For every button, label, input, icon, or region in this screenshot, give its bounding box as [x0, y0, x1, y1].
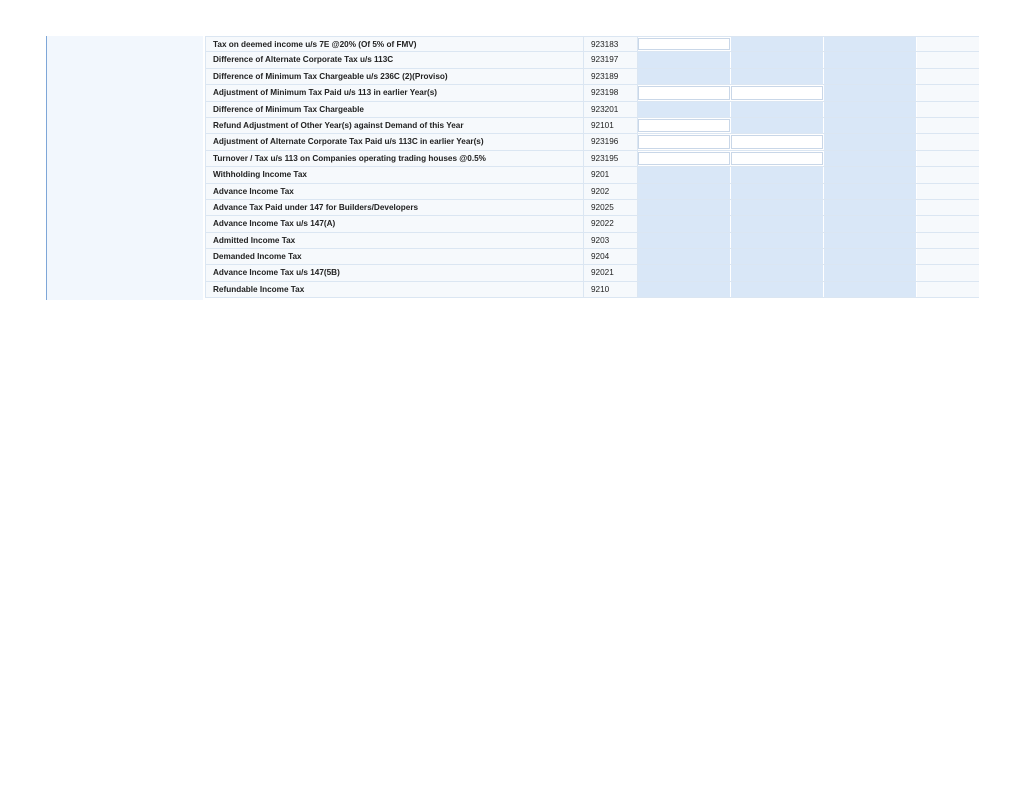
table-row — [205, 233, 979, 249]
amount-readonly-cell — [638, 282, 731, 297]
amount-readonly-cell — [731, 249, 824, 264]
amount-readonly-cell — [638, 167, 731, 182]
table-row — [205, 249, 979, 265]
row-spacer — [917, 167, 979, 182]
table-row — [205, 200, 979, 216]
row-spacer — [917, 282, 979, 297]
amount-input[interactable] — [731, 152, 823, 165]
row-label: Adjustment of Alternate Corporate Tax Paid u/s 113C in earlier Year(s) — [205, 134, 584, 149]
amount-readonly-cell — [638, 216, 731, 231]
row-spacer — [917, 200, 979, 215]
row-code: 923183 — [584, 37, 638, 51]
amount-readonly-cell — [824, 118, 917, 133]
row-spacer — [917, 118, 979, 133]
row-label: Difference of Minimum Tax Chargeable u/s 236C (2)(Proviso) — [205, 69, 584, 84]
amount-readonly-cell — [731, 216, 824, 231]
amount-readonly-cell — [824, 167, 917, 182]
table-row — [205, 282, 979, 298]
amount-readonly-cell — [731, 118, 824, 133]
amount-readonly-cell — [731, 184, 824, 199]
amount-readonly-cell — [638, 233, 731, 248]
table-row — [205, 118, 979, 134]
row-label: Adjustment of Minimum Tax Paid u/s 113 in earlier Year(s) — [205, 85, 584, 100]
row-spacer — [917, 249, 979, 264]
row-label: Tax on deemed income u/s 7E @20% (Of 5% of FMV) — [205, 37, 584, 51]
amount-input[interactable] — [638, 119, 730, 132]
amount-readonly-cell — [731, 102, 824, 117]
row-code: 923201 — [584, 102, 638, 117]
row-spacer — [917, 102, 979, 117]
table-row — [205, 265, 979, 281]
amount-readonly-cell — [638, 102, 731, 117]
row-spacer — [917, 37, 979, 51]
row-code: 92101 — [584, 118, 638, 133]
amount-readonly-cell — [731, 52, 824, 67]
row-spacer — [917, 52, 979, 67]
amount-readonly-cell — [824, 184, 917, 199]
row-code: 923198 — [584, 85, 638, 100]
row-code: 92021 — [584, 265, 638, 280]
amount-readonly-cell — [824, 151, 917, 166]
amount-readonly-cell — [824, 52, 917, 67]
amount-readonly-cell — [824, 282, 917, 297]
row-spacer — [917, 85, 979, 100]
amount-readonly-cell — [731, 37, 824, 51]
table-row — [205, 216, 979, 232]
amount-readonly-cell — [638, 184, 731, 199]
row-label: Advance Income Tax u/s 147(A) — [205, 216, 584, 231]
row-spacer — [917, 69, 979, 84]
row-code: 9210 — [584, 282, 638, 297]
row-label: Withholding Income Tax — [205, 167, 584, 182]
table-row — [205, 184, 979, 200]
amount-input[interactable] — [731, 135, 823, 148]
amount-input[interactable] — [731, 86, 823, 99]
table-row — [205, 167, 979, 183]
amount-readonly-cell — [731, 167, 824, 182]
table-row — [205, 52, 979, 68]
amount-readonly-cell — [731, 233, 824, 248]
row-label: Advance Tax Paid under 147 for Builders/Developers — [205, 200, 584, 215]
row-spacer — [917, 216, 979, 231]
amount-readonly-cell — [824, 102, 917, 117]
amount-input[interactable] — [638, 86, 730, 99]
amount-readonly-cell — [824, 249, 917, 264]
amount-readonly-cell — [638, 265, 731, 280]
row-label: Turnover / Tax u/s 113 on Companies operating trading houses @0.5% — [205, 151, 584, 166]
amount-readonly-cell — [731, 282, 824, 297]
row-code: 92022 — [584, 216, 638, 231]
table-row — [205, 36, 979, 52]
row-code: 923196 — [584, 134, 638, 149]
amount-readonly-cell — [638, 249, 731, 264]
row-code: 92025 — [584, 200, 638, 215]
row-code: 9202 — [584, 184, 638, 199]
tax-table — [205, 36, 979, 298]
table-row — [205, 69, 979, 85]
amount-readonly-cell — [824, 233, 917, 248]
row-spacer — [917, 184, 979, 199]
amount-readonly-cell — [824, 134, 917, 149]
row-label: Demanded Income Tax — [205, 249, 584, 264]
row-code: 923197 — [584, 52, 638, 67]
row-label: Difference of Minimum Tax Chargeable — [205, 102, 584, 117]
table-row — [205, 85, 979, 101]
row-label: Admitted Income Tax — [205, 233, 584, 248]
amount-readonly-cell — [638, 52, 731, 67]
table-row — [205, 134, 979, 150]
amount-readonly-cell — [824, 200, 917, 215]
row-label: Difference of Alternate Corporate Tax u/s 113C — [205, 52, 584, 67]
amount-readonly-cell — [731, 69, 824, 84]
row-spacer — [917, 151, 979, 166]
table-row — [205, 102, 979, 118]
row-code: 9203 — [584, 233, 638, 248]
amount-readonly-cell — [638, 69, 731, 84]
amount-readonly-cell — [824, 69, 917, 84]
row-code: 9204 — [584, 249, 638, 264]
row-label: Refundable Income Tax — [205, 282, 584, 297]
amount-readonly-cell — [824, 265, 917, 280]
amount-readonly-cell — [824, 37, 917, 51]
row-label: Refund Adjustment of Other Year(s) against Demand of this Year — [205, 118, 584, 133]
row-label: Advance Income Tax u/s 147(5B) — [205, 265, 584, 280]
table-row — [205, 151, 979, 167]
row-code: 9201 — [584, 167, 638, 182]
amount-readonly-cell — [824, 85, 917, 100]
amount-readonly-cell — [731, 200, 824, 215]
amount-input[interactable] — [638, 135, 730, 148]
left-panel — [46, 36, 203, 300]
row-label: Advance Income Tax — [205, 184, 584, 199]
amount-readonly-cell — [638, 200, 731, 215]
row-code: 923189 — [584, 69, 638, 84]
row-spacer — [917, 134, 979, 149]
row-code: 923195 — [584, 151, 638, 166]
amount-input[interactable] — [638, 38, 730, 50]
amount-readonly-cell — [731, 265, 824, 280]
amount-readonly-cell — [824, 216, 917, 231]
row-spacer — [917, 265, 979, 280]
amount-input[interactable] — [638, 152, 730, 165]
row-spacer — [917, 233, 979, 248]
